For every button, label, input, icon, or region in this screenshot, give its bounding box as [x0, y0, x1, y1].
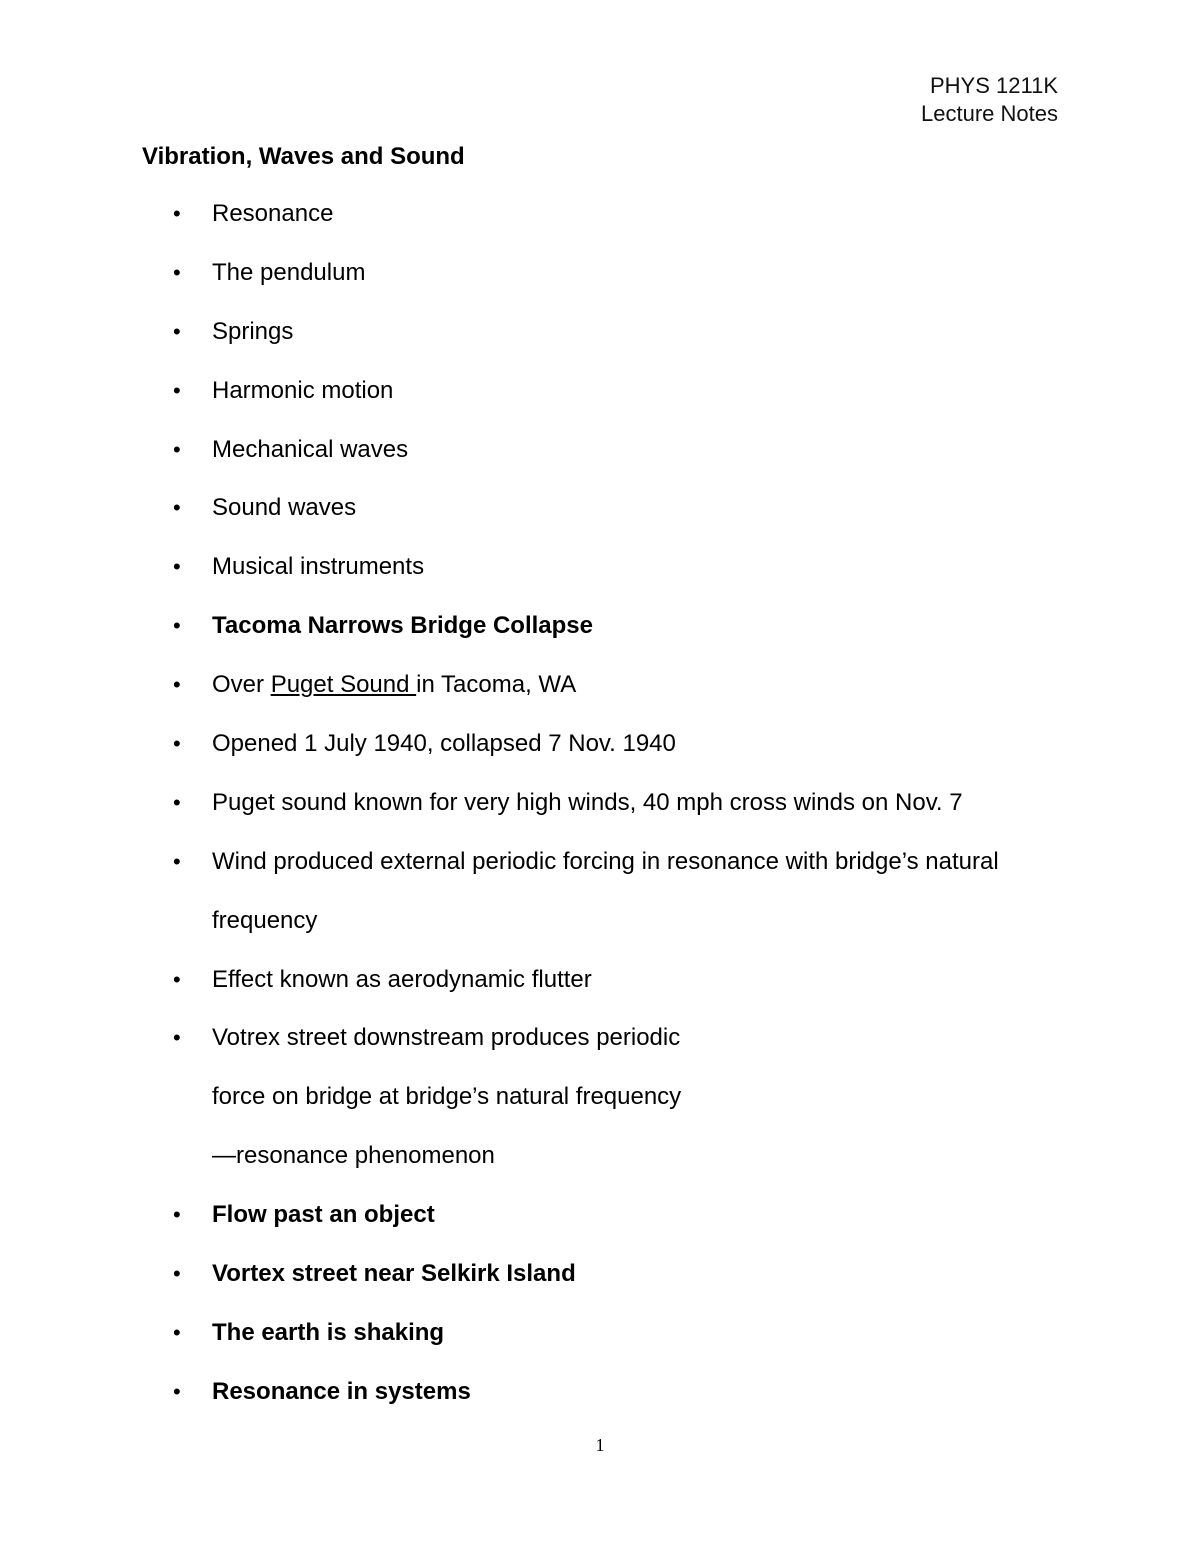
list-item-text: Opened 1 July 1940, collapsed 7 Nov. 1940 [212, 730, 676, 758]
list-item [0, 376, 1200, 435]
bullet-icon: • [173, 1025, 181, 1051]
list-item-text: Resonance [212, 200, 334, 227]
list-item-continuation [0, 1082, 1200, 1141]
list-item-heading [0, 1200, 1200, 1259]
list-item-text: Sound waves [212, 494, 357, 522]
list-item-text: Vortex street near Selkirk Island [212, 1260, 576, 1288]
page-title: Vibration, Waves and Sound [142, 143, 465, 170]
puget-sound-link[interactable]: Puget Sound [270, 671, 417, 699]
list-item-heading [0, 1259, 1200, 1318]
list-item-text: frequency [212, 906, 318, 934]
bullet-icon: • [173, 1261, 181, 1287]
bullet-icon: • [173, 613, 181, 639]
list-item [0, 435, 1200, 494]
bullet-icon: • [173, 789, 181, 815]
list-item-heading [0, 611, 1200, 670]
page-header [921, 72, 1058, 128]
bullet-icon: • [173, 731, 181, 757]
bullet-icon: • [173, 436, 181, 462]
page-number: 1 [595, 1435, 605, 1455]
list-item-text: The pendulum [212, 258, 366, 286]
list-item-text: Effect known as aerodynamic flutter [212, 965, 592, 993]
bullet-icon: • [173, 495, 181, 521]
bullet-icon: • [173, 966, 181, 992]
text-prefix: Over [212, 671, 271, 699]
list-item [0, 1023, 1200, 1082]
list-item-text: Resonance in systems [212, 1377, 471, 1405]
list-item-text: Puget sound known for very high winds, 40 mph cross winds on Nov. 7 [212, 788, 963, 816]
list-item-text: Mechanical waves [212, 435, 409, 463]
bullet-list [0, 199, 1200, 1436]
list-item-text [212, 670, 576, 700]
list-item-text: Springs [212, 317, 294, 345]
list-item [0, 552, 1200, 611]
list-item [0, 788, 1200, 847]
list-item-text: Votrex street downstream produces periodic [212, 1024, 681, 1052]
list-item [0, 317, 1200, 376]
header-subtitle: Lecture Notes [921, 101, 1058, 126]
list-item [0, 199, 1200, 258]
list-item-heading [0, 1377, 1200, 1436]
list-item [0, 729, 1200, 788]
bullet-icon: • [173, 1319, 181, 1345]
list-item-text: Harmonic motion [212, 376, 394, 404]
bullet-icon: • [173, 318, 181, 344]
bullet-icon: • [173, 848, 181, 874]
text-suffix: in Tacoma, WA [416, 671, 577, 699]
list-item [0, 670, 1200, 729]
list-item [0, 847, 1200, 906]
list-item-text: Musical instruments [212, 553, 425, 581]
list-item-heading [0, 1318, 1200, 1377]
list-item-continuation [0, 1141, 1200, 1200]
list-item-text: —resonance phenomenon [212, 1142, 495, 1170]
bullet-icon: • [173, 377, 181, 403]
bullet-icon: • [173, 259, 181, 285]
list-item-text: Wind produced external periodic forcing in resonance with bridge’s natural [212, 847, 999, 875]
list-item [0, 493, 1200, 552]
list-item-text: The earth is shaking [212, 1318, 445, 1346]
bullet-icon: • [173, 672, 181, 698]
list-item-continuation [0, 906, 1200, 965]
list-item [0, 258, 1200, 317]
list-item-text: Tacoma Narrows Bridge Collapse [212, 612, 593, 640]
list-item-text: Flow past an object [212, 1201, 435, 1229]
bullet-icon: • [173, 1202, 181, 1228]
list-item [0, 965, 1200, 1024]
bullet-icon: • [173, 201, 181, 226]
bullet-icon: • [173, 554, 181, 580]
bullet-icon: • [173, 1378, 181, 1404]
list-item-text: force on bridge at bridge’s natural frequency [212, 1083, 682, 1111]
course-code: PHYS 1211K [929, 73, 1058, 98]
